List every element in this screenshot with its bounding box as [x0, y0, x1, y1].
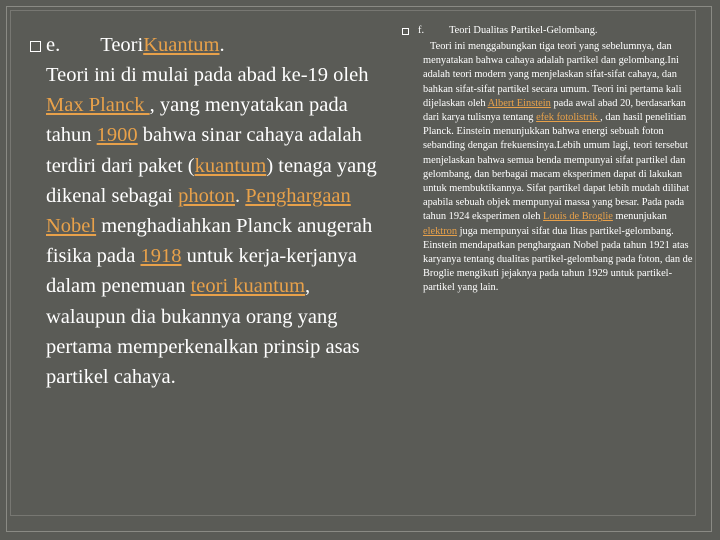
left-paragraph: [30, 60, 380, 392]
link-photon[interactable]: photon: [178, 184, 236, 207]
left-heading-letter: e.: [46, 33, 61, 56]
right-heading-letter: f.: [418, 24, 425, 36]
left-text-5: .: [235, 184, 246, 207]
link-1918[interactable]: 1918: [140, 245, 182, 268]
link-albert-einstein[interactable]: Albert Einstein: [487, 97, 551, 109]
left-text-1: Teori ini di mulai pada abad ke-19 oleh: [46, 64, 369, 86]
right-heading: [402, 22, 702, 40]
left-heading: [30, 30, 380, 60]
left-text-2: , yang menyatakan pada tahun: [46, 94, 348, 147]
left-heading-end: .: [219, 33, 225, 56]
link-kuantum[interactable]: kuantum: [194, 154, 267, 177]
right-paragraph: [402, 40, 702, 296]
left-text-8: , walaupun dia bukannya orang yang pertama memperkenalkan prinsip asas partikel cahaya.: [46, 275, 360, 389]
right-heading-text: Teori Dualitas Partikel-Gelombang.: [449, 24, 598, 36]
right-text-2: pada awal abad 20, berdasarkan dari karya tulisnya tentang: [423, 97, 686, 124]
link-penghargaan-nobel[interactable]: Penghargaan Nobel: [46, 184, 351, 238]
link-1900[interactable]: 1900: [96, 124, 138, 147]
link-kuantum-title[interactable]: Kuantum: [143, 33, 220, 56]
left-text-3: bahwa sinar cahaya adalah terdiri dari paket (: [46, 124, 362, 177]
bullet-box-icon: [30, 41, 41, 52]
left-text-7: untuk kerja-kerjanya dalam penemuan: [46, 245, 357, 298]
left-text-6: menghadiahkan Planck anugerah fisika pada: [46, 215, 373, 268]
bullet-box-icon: [402, 28, 409, 35]
link-max-planck[interactable]: Max Planck: [46, 94, 150, 117]
left-heading-text: Teori: [100, 33, 144, 56]
right-column: [402, 22, 702, 296]
left-text-4: ) tenaga yang dikenal sebagai: [46, 154, 377, 207]
link-elektron[interactable]: elektron: [423, 225, 458, 237]
right-text-1: Teori ini menggabungkan tiga teori yang sebelumnya, dan menyatakan bahwa cahaya adalah partikel dan gelombang.Ini adalah teori modern yang menjelaskan sifat-sifat cahaya, dan bahkan sifat-sifat partikel secara umum. Teori ini pertama kali dijelaskan oleh: [423, 41, 682, 109]
link-efek-fotolistrik[interactable]: efek fotolistrik: [536, 112, 601, 124]
link-teori-kuantum[interactable]: teori kuantum: [190, 275, 306, 298]
left-column: [30, 30, 380, 392]
right-text-3: , dan hasil penelitian Planck. Einstein menunjukkan bahwa energi sebuah foton sebanding dengan frekuensinya.Lebih umum lagi, teori tersebut menjelaskan bahwa semua benda mempunyai sifat partikel dan gelombang, dan berbagai macam eksperimen dapat di lakukan untuk membuktikannya. Sifat partikel dapat lebih mudah dilihat apabila sebuah objek mempunyai massa yang besar. Pada pada tahun 1924 eksperimen oleh: [423, 112, 690, 223]
link-louis-de-broglie[interactable]: Louis de Broglie: [543, 211, 613, 223]
right-text-5: juga mempunyai sifat dua litas partikel-gelombang. Einstein mendapatkan penghargaan Nobel pada tahun 1921 atas karyanya tentang dualitas partikel-gelombang pada foton, dan de Broglie mengikuti jejaknya pada tahun 1929 untuk partikel-partikel yang lain.: [423, 225, 693, 294]
right-text-4: menunjukan: [612, 211, 667, 223]
